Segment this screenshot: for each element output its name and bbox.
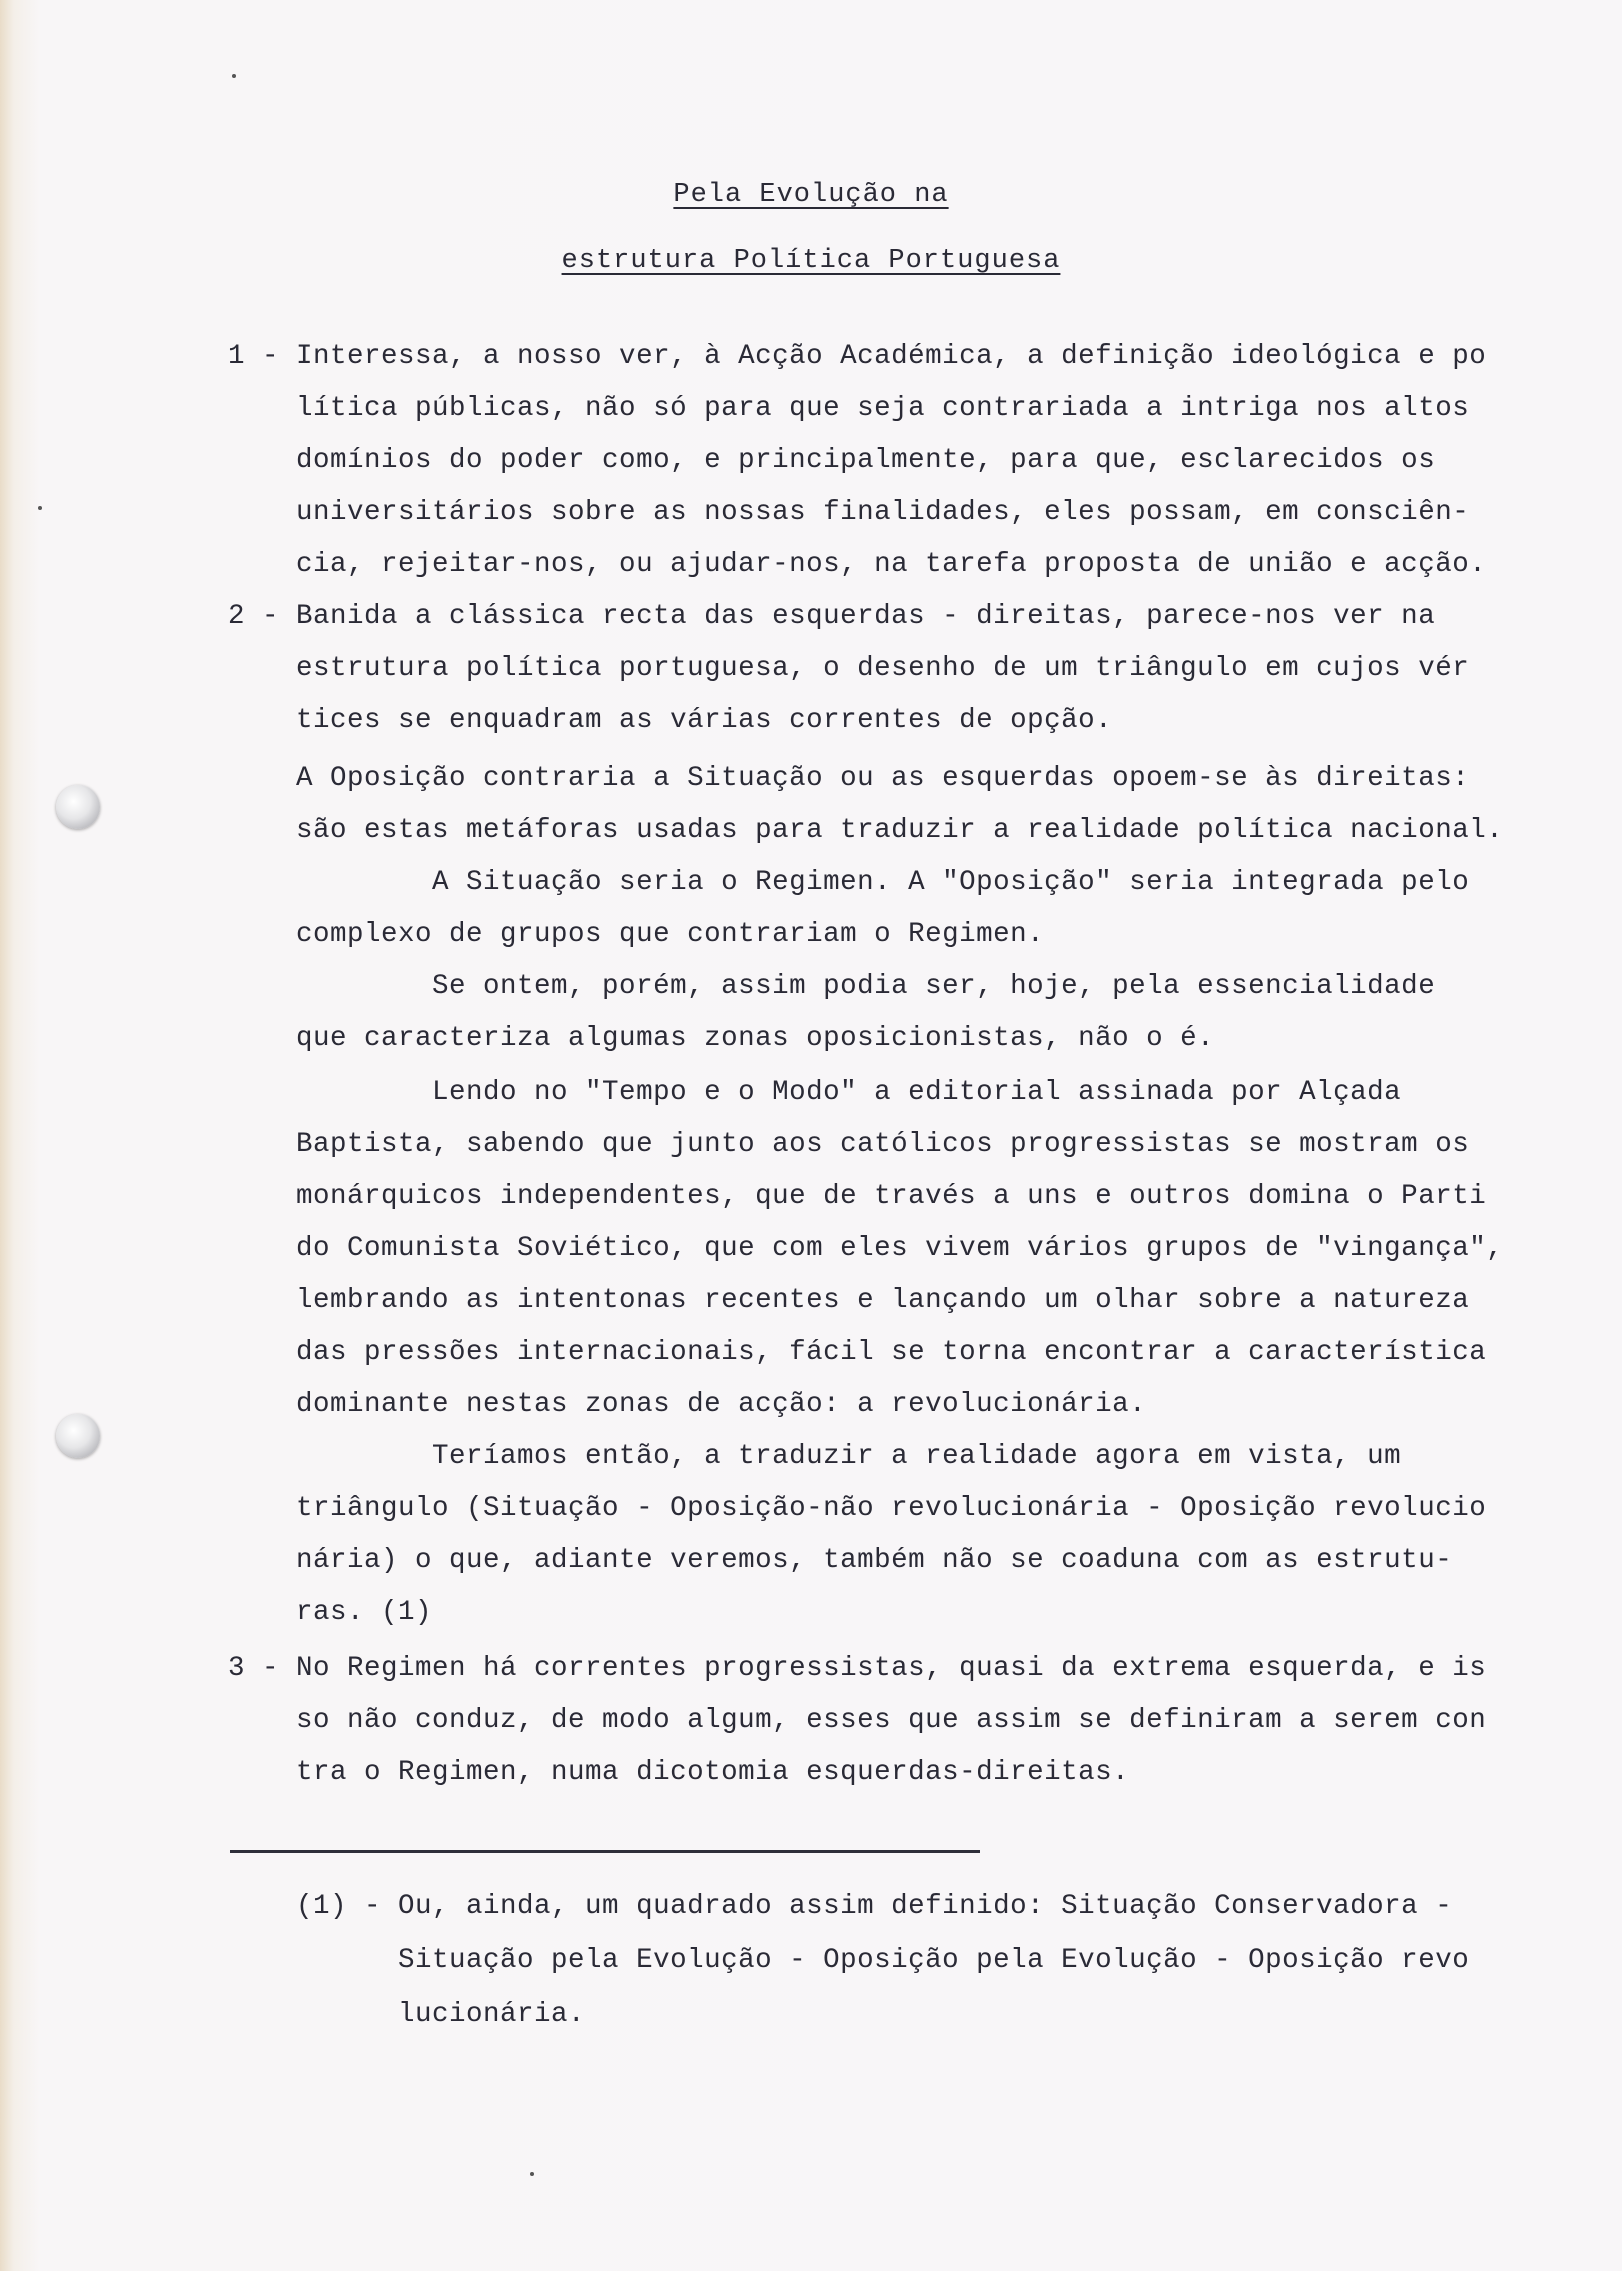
paragraph-p2d-line: Se ontem, porém, assim podia ser, hoje, pela essencialidade: [228, 971, 1436, 1002]
paragraph-p1-line: domínios do poder como, e principalmente, para que, esclarecidos os: [228, 445, 1436, 476]
paragraph-p2-line: 2 - Banida a clássica recta das esquerdas - direitas, parece-nos ver na: [228, 601, 1436, 632]
paragraph-p3-line: so não conduz, de modo algum, esses que assim se definiram a serem con: [228, 1705, 1487, 1736]
document-subtitle: [0, 246, 1622, 276]
paragraph-p2f-line: nária) o que, adiante veremos, também não se coaduna com as estrutu-: [228, 1545, 1453, 1576]
paragraph-p2c-line: complexo de grupos que contrariam o Regimen.: [228, 919, 1045, 950]
footnote-line: lucionária.: [228, 1999, 586, 2030]
speck: [38, 506, 42, 510]
punch-hole-top: [56, 785, 100, 829]
paragraph-p3-line: tra o Regimen, numa dicotomia esquerdas-direitas.: [228, 1757, 1130, 1788]
paragraph-p2e-line: das pressões internacionais, fácil se torna encontrar a característica: [228, 1337, 1487, 1368]
paragraph-p2-line: tices se enquadram as várias correntes de opção.: [228, 705, 1113, 736]
paragraph-p1-line: 1 - Interessa, a nosso ver, à Acção Académica, a definição ideológica e po: [228, 341, 1487, 372]
paragraph-p2e-line: monárquicos independentes, que de través a uns e outros domina o Parti: [228, 1181, 1487, 1212]
paragraph-p1-line: universitários sobre as nossas finalidades, eles possam, em consciên-: [228, 497, 1470, 528]
document-title: [0, 180, 1622, 210]
footnote-separator: [230, 1850, 980, 1853]
paragraph-p2f-line: ras. (1): [228, 1597, 433, 1628]
footnote-line: (1) - Ou, ainda, um quadrado assim definido: Situação Conservadora -: [228, 1891, 1453, 1922]
paragraph-p2f-line: triângulo (Situação - Oposição-não revolucionária - Oposição revolucio: [228, 1493, 1487, 1524]
title-line-2: estrutura Política Portuguesa: [561, 246, 1061, 276]
paragraph-p2e-line: do Comunista Soviético, que com eles vivem vários grupos de "vingança",: [228, 1233, 1504, 1264]
paragraph-p2b-line: são estas metáforas usadas para traduzir a realidade política nacional.: [228, 815, 1504, 846]
speck: [530, 2172, 534, 2176]
paragraph-p2b-line: A Oposição contraria a Situação ou as esquerdas opoem-se às direitas:: [228, 763, 1470, 794]
paragraph-p2e-line: dominante nestas zonas de acção: a revolucionária.: [228, 1389, 1147, 1420]
paragraph-p1-line: lítica públicas, não só para que seja contrariada a intriga nos altos: [228, 393, 1470, 424]
speck: [232, 74, 236, 78]
paragraph-p2f-line: Teríamos então, a traduzir a realidade agora em vista, um: [228, 1441, 1402, 1472]
paragraph-p2e-line: Baptista, sabendo que junto aos católicos progressistas se mostram os: [228, 1129, 1470, 1160]
paragraph-p3-line: 3 - No Regimen há correntes progressistas, quasi da extrema esquerda, e is: [228, 1653, 1487, 1684]
paragraph-p2e-line: Lendo no "Tempo e o Modo" a editorial assinada por Alçada: [228, 1077, 1402, 1108]
paragraph-p2-line: estrutura política portuguesa, o desenho de um triângulo em cujos vér: [228, 653, 1470, 684]
punch-hole-bottom: [56, 1414, 100, 1458]
paragraph-p2d-line: que caracteriza algumas zonas oposicionistas, não o é.: [228, 1023, 1215, 1054]
footnote-line: Situação pela Evolução - Oposição pela Evolução - Oposição revo: [228, 1945, 1470, 1976]
paragraph-p2c-line: A Situação seria o Regimen. A "Oposição" seria integrada pelo: [228, 867, 1470, 898]
title-line-1: Pela Evolução na: [673, 180, 949, 210]
paragraph-p1-line: cia, rejeitar-nos, ou ajudar-nos, na tarefa proposta de união e acção.: [228, 549, 1487, 580]
paragraph-p2e-line: lembrando as intentonas recentes e lançando um olhar sobre a natureza: [228, 1285, 1470, 1316]
